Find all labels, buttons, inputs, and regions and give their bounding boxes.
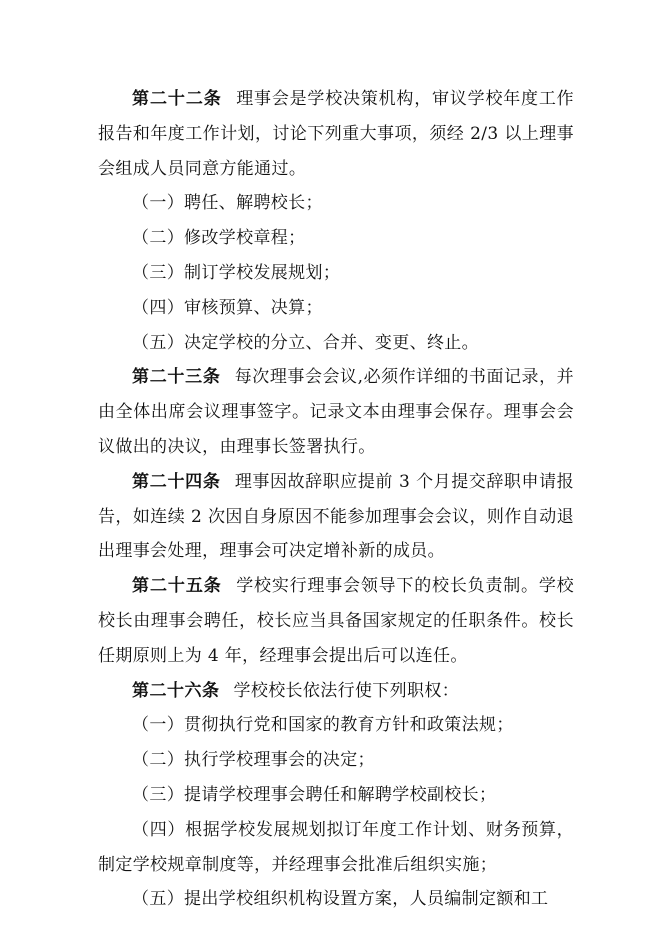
article-26-body: 学校校长依法行使下列职权： — [233, 680, 460, 701]
article-25-heading: 第二十五条 — [132, 576, 222, 597]
article-22-item-2: （二）修改学校章程； — [132, 228, 306, 249]
article-26-item-3: （三）提请学校理事会聘任和解聘学校副校长； — [132, 784, 497, 805]
article-23-heading: 第二十三条 — [132, 367, 221, 388]
article-22-item-1: （一）聘任、解聘校长； — [132, 193, 323, 214]
article-26-item-4: （四）根据学校发展规划拟订年度工作计划、财务预算，制定学校规章制度等，并经理事会批准后组织实施； — [98, 819, 574, 875]
article-22-item-5: （五）决定学校的分立、合并、变更、终止。 — [132, 332, 479, 353]
article-22-heading: 第二十二条 — [132, 89, 222, 109]
article-23 — [98, 360, 574, 464]
article-23-body: 每次理事会会议,必须作详细的书面记录，并由全体出席会议理事签字。记录文本由理事会保存。理事会会议做出的决议，由理事长签署执行。 — [98, 367, 575, 457]
article-22-item-3: （三）制订学校发展规划； — [132, 262, 341, 283]
article-22-item-4: （四）审核预算、决算； — [132, 297, 323, 318]
article-24-body: 理事因故辞职应提前 3 个月提交辞职申请报告，如连续 2 次因自身原因不能参加理事会会议，则作自动退出理事会处理，理事会可决定增补新的成员。 — [98, 471, 574, 562]
article-26 — [98, 674, 574, 709]
article-25-body: 学校实行理事会领导下的校长负责制。学校校长由理事会聘任，校长应当具备国家规定的任职条件。校长任期原则上为 4 年，经理事会提出后可以连任。 — [98, 576, 574, 666]
article-26-item-2: （二）执行学校理事会的决定； — [132, 750, 375, 771]
article-24-heading: 第二十四条 — [132, 471, 221, 492]
document-body — [98, 82, 574, 917]
article-22 — [98, 82, 574, 186]
article-25 — [98, 569, 574, 673]
article-22-body: 理事会是学校决策机构，审议学校年度工作报告和年度工作计划，讨论下列重大事项，须经 2/3 以上理事会组成人员同意方能通过。 — [98, 89, 574, 179]
article-26-heading: 第二十六条 — [132, 680, 220, 701]
article-26-item-5: （五）提出学校组织机构设置方案，人员编制定额和工 — [132, 889, 549, 910]
article-26-item-1: （一）贯彻执行党和国家的教育方针和政策法规； — [132, 715, 514, 736]
article-24 — [98, 465, 574, 569]
